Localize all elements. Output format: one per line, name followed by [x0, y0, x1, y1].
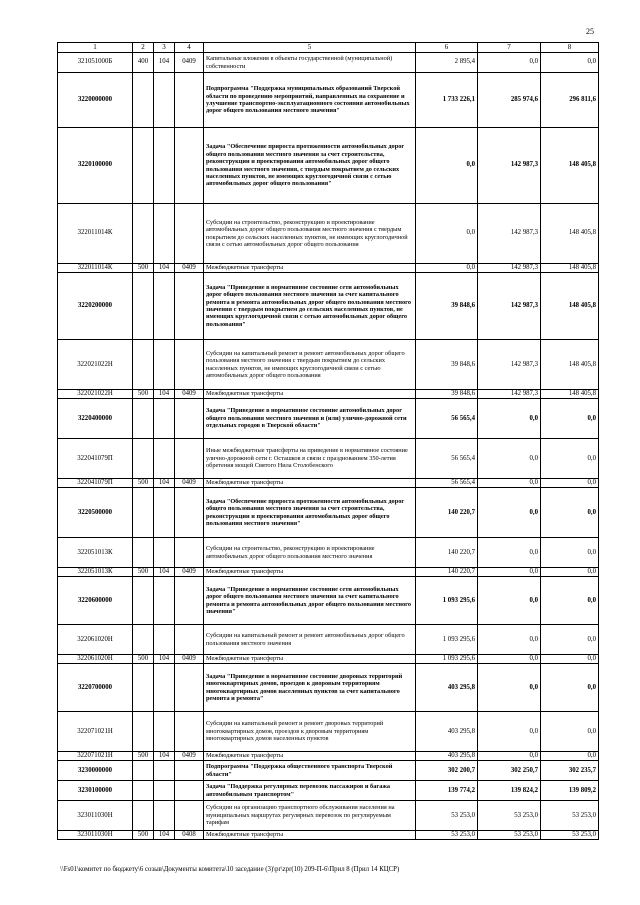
- row-value-2021-cell: 0,0: [541, 439, 599, 479]
- table-row: [58, 625, 599, 655]
- row-value-2020-cell: 142 987,3: [478, 204, 541, 264]
- row-code-cell: 322021022Н: [58, 390, 133, 399]
- column-header: 7: [478, 43, 541, 53]
- table-row: [58, 761, 599, 781]
- row-value-2021-cell: 0,0: [541, 664, 599, 712]
- row-ved-cell: 104: [154, 568, 175, 577]
- row-code-cell: 3220700000: [58, 664, 133, 712]
- row-value-2019-cell: 1 093 295,6: [416, 577, 478, 625]
- table-row: [58, 831, 599, 840]
- row-ved-cell: 104: [154, 752, 175, 761]
- row-value-2020-cell: 0,0: [478, 568, 541, 577]
- footer-file-path: \\Fs01\комитет по бюджету\6 созыв\Документы комитета\10 заседание (3)\pr\zpr(10) 209-П-6\Прил 8 (Прил 14 КЦСР): [60, 866, 400, 873]
- row-ved-cell: [154, 781, 175, 801]
- table-row: [58, 752, 599, 761]
- row-value-2019-cell: 0,0: [416, 128, 478, 204]
- row-code-cell: 323011030Н: [58, 801, 133, 831]
- row-ved-cell: 104: [154, 264, 175, 273]
- table-row: [58, 479, 599, 488]
- row-ved-cell: [154, 625, 175, 655]
- row-code-cell: 322011014К: [58, 264, 133, 273]
- row-name-cell: Субсидии на строительство, реконструкцию и проектирование автомобильных дорог общего пользования местного значения с твердым покрытием до сельских населенных пунктов, не имеющих круглогодичной связи с сетью автомобильных дорог общего пользования: [204, 204, 416, 264]
- row-value-2021-cell: 148 405,8: [541, 264, 599, 273]
- row-rzpr-cell: 0409: [175, 752, 204, 761]
- table-row: [58, 204, 599, 264]
- row-value-2020-cell: 142 987,3: [478, 264, 541, 273]
- row-kvr-cell: 500: [133, 831, 154, 840]
- row-name-cell: Капитальные вложения в объекты государственной (муниципальной) собственности: [204, 53, 416, 73]
- row-kvr-cell: 500: [133, 264, 154, 273]
- table-row: [58, 655, 599, 664]
- row-rzpr-cell: [175, 73, 204, 128]
- row-value-2019-cell: 140 220,7: [416, 538, 478, 568]
- row-ved-cell: [154, 488, 175, 538]
- row-name-cell: Подпрограмма "Поддержка общественного транспорта Тверской области": [204, 761, 416, 781]
- row-kvr-cell: 500: [133, 655, 154, 664]
- row-value-2021-cell: 0,0: [541, 752, 599, 761]
- row-ved-cell: 104: [154, 655, 175, 664]
- row-rzpr-cell: [175, 488, 204, 538]
- row-kvr-cell: [133, 488, 154, 538]
- budget-table: [57, 42, 599, 840]
- row-value-2021-cell: 148 405,8: [541, 273, 599, 340]
- row-kvr-cell: [133, 538, 154, 568]
- table-row: [58, 488, 599, 538]
- row-value-2020-cell: 0,0: [478, 577, 541, 625]
- row-rzpr-cell: [175, 577, 204, 625]
- row-rzpr-cell: [175, 439, 204, 479]
- row-kvr-cell: 500: [133, 390, 154, 399]
- row-value-2020-cell: 0,0: [478, 712, 541, 752]
- row-value-2019-cell: 1 093 295,6: [416, 625, 478, 655]
- row-ved-cell: [154, 73, 175, 128]
- row-name-cell: Межбюджетные трансферты: [204, 390, 416, 399]
- row-code-cell: 322041079П: [58, 439, 133, 479]
- row-value-2019-cell: 53 253,0: [416, 831, 478, 840]
- row-code-cell: 3230100000: [58, 781, 133, 801]
- column-header: 2: [133, 43, 154, 53]
- row-name-cell: Задача "Приведение в нормативное состояние автомобильных дорог общего пользования местного значения и (или) улично-дорожной сети отдельных городов в Тверской области": [204, 399, 416, 439]
- row-ved-cell: [154, 577, 175, 625]
- row-value-2019-cell: 0,0: [416, 264, 478, 273]
- row-code-cell: 3220100000: [58, 128, 133, 204]
- row-ved-cell: [154, 664, 175, 712]
- row-value-2021-cell: 302 235,7: [541, 761, 599, 781]
- row-value-2021-cell: 0,0: [541, 538, 599, 568]
- table-row: [58, 664, 599, 712]
- row-ved-cell: 104: [154, 831, 175, 840]
- row-kvr-cell: [133, 73, 154, 128]
- row-rzpr-cell: [175, 712, 204, 752]
- row-value-2021-cell: 0,0: [541, 655, 599, 664]
- row-kvr-cell: [133, 439, 154, 479]
- row-code-cell: 3230000000: [58, 761, 133, 781]
- row-rzpr-cell: [175, 128, 204, 204]
- row-code-cell: 322071021Н: [58, 752, 133, 761]
- row-ved-cell: 104: [154, 479, 175, 488]
- row-code-cell: 323011030Н: [58, 831, 133, 840]
- row-value-2019-cell: 403 295,8: [416, 664, 478, 712]
- row-rzpr-cell: [175, 761, 204, 781]
- row-value-2021-cell: 148 405,8: [541, 390, 599, 399]
- row-rzpr-cell: [175, 538, 204, 568]
- row-code-cell: 322021022Н: [58, 340, 133, 390]
- row-value-2021-cell: 0,0: [541, 712, 599, 752]
- row-value-2019-cell: 53 253,0: [416, 801, 478, 831]
- row-name-cell: Межбюджетные трансферты: [204, 752, 416, 761]
- row-value-2021-cell: 148 405,8: [541, 204, 599, 264]
- row-name-cell: Задача "Поддержка регулярных перевозок пассажиров и багажа автомобильным транспортом": [204, 781, 416, 801]
- row-value-2021-cell: 53 253,0: [541, 801, 599, 831]
- table-row: [58, 340, 599, 390]
- row-code-cell: 322051013К: [58, 568, 133, 577]
- row-value-2021-cell: 53 253,0: [541, 831, 599, 840]
- row-value-2019-cell: 39 848,6: [416, 390, 478, 399]
- row-kvr-cell: 400: [133, 53, 154, 73]
- row-value-2019-cell: 56 565,4: [416, 439, 478, 479]
- row-value-2020-cell: 0,0: [478, 655, 541, 664]
- row-rzpr-cell: 0409: [175, 479, 204, 488]
- row-code-cell: 321051000Б: [58, 53, 133, 73]
- table-row: [58, 439, 599, 479]
- row-value-2019-cell: 39 848,6: [416, 340, 478, 390]
- row-value-2020-cell: 0,0: [478, 538, 541, 568]
- row-kvr-cell: [133, 340, 154, 390]
- row-rzpr-cell: 0409: [175, 264, 204, 273]
- row-rzpr-cell: [175, 273, 204, 340]
- row-name-cell: Межбюджетные трансферты: [204, 568, 416, 577]
- page-number: 25: [586, 27, 594, 36]
- row-value-2019-cell: 56 565,4: [416, 399, 478, 439]
- table-row: [58, 399, 599, 439]
- row-value-2021-cell: 148 405,8: [541, 128, 599, 204]
- row-ved-cell: [154, 712, 175, 752]
- row-rzpr-cell: 0408: [175, 831, 204, 840]
- row-kvr-cell: [133, 664, 154, 712]
- row-rzpr-cell: [175, 340, 204, 390]
- row-code-cell: 322041079П: [58, 479, 133, 488]
- row-ved-cell: [154, 439, 175, 479]
- row-code-cell: 3220600000: [58, 577, 133, 625]
- row-name-cell: Межбюджетные трансферты: [204, 831, 416, 840]
- row-value-2020-cell: 0,0: [478, 439, 541, 479]
- row-value-2020-cell: 142 987,3: [478, 128, 541, 204]
- row-rzpr-cell: [175, 625, 204, 655]
- table-row: [58, 781, 599, 801]
- row-name-cell: Субсидии на капитальный ремонт и ремонт автомобильных дорог общего пользования местного значения: [204, 625, 416, 655]
- row-kvr-cell: 500: [133, 568, 154, 577]
- row-value-2021-cell: 0,0: [541, 479, 599, 488]
- row-value-2019-cell: 1 093 295,6: [416, 655, 478, 664]
- column-header: 5: [204, 43, 416, 53]
- row-value-2020-cell: 0,0: [478, 479, 541, 488]
- column-header: 6: [416, 43, 478, 53]
- row-code-cell: 3220200000: [58, 273, 133, 340]
- row-name-cell: Задача "Приведение в нормативное состояние сети автомобильных дорог общего пользования местного значения за счет капитального ремонта и ремонта автомобильных дорог общего пользования местного значения с твердым покрытием до сельских населенных пунктов, не имеющих круглогодичной связи с сетью автомобильных дорог общего пользования": [204, 273, 416, 340]
- row-kvr-cell: [133, 128, 154, 204]
- table-row: [58, 73, 599, 128]
- row-value-2021-cell: 0,0: [541, 399, 599, 439]
- row-name-cell: Задача "Приведение в нормативное состояние сети автомобильных дорог общего пользования местного значения за счет капитального ремонта и ремонта автомобильных дорог общего пользования местного значения": [204, 577, 416, 625]
- row-code-cell: 322071021Н: [58, 712, 133, 752]
- row-value-2020-cell: 0,0: [478, 664, 541, 712]
- row-value-2020-cell: 0,0: [478, 625, 541, 655]
- row-kvr-cell: [133, 399, 154, 439]
- row-value-2019-cell: 140 220,7: [416, 568, 478, 577]
- row-name-cell: Задача "Обеспечение прироста протяженности автомобильных дорог общего пользования местного значения за счет строительства, реконструкции и проектирования автомобильных дорог общего пользования местного значения, с твердым покрытием до сельских населенных пунктов, не имеющих круглогодичной связи с сетью автомобильных дорог общего пользования": [204, 128, 416, 204]
- row-name-cell: Субсидии на капитальный ремонт и ремонт автомобильных дорог общего пользования местного значения с твердым покрытием до сельских населенных пунктов, не имеющих круглогодичной связи с сетью автомобильных дорог общего пользования: [204, 340, 416, 390]
- table-row: [58, 568, 599, 577]
- row-rzpr-cell: 0409: [175, 390, 204, 399]
- row-value-2020-cell: 0,0: [478, 488, 541, 538]
- row-name-cell: Межбюджетные трансферты: [204, 655, 416, 664]
- table-row: [58, 577, 599, 625]
- row-kvr-cell: [133, 577, 154, 625]
- row-value-2020-cell: 0,0: [478, 399, 541, 439]
- row-value-2021-cell: 0,0: [541, 568, 599, 577]
- row-value-2020-cell: 53 253,0: [478, 831, 541, 840]
- row-value-2020-cell: 142 987,3: [478, 390, 541, 399]
- row-ved-cell: [154, 204, 175, 264]
- row-value-2020-cell: 139 824,2: [478, 781, 541, 801]
- row-name-cell: Межбюджетные трансферты: [204, 264, 416, 273]
- row-ved-cell: [154, 128, 175, 204]
- row-rzpr-cell: [175, 781, 204, 801]
- row-name-cell: Задача "Приведение в нормативное состояние дворовых территорий многоквартирных домов, проездов к дворовым территориям многоквартирных домов населенных пунктов за счет капитального ремонта и ремонта": [204, 664, 416, 712]
- row-value-2020-cell: 0,0: [478, 752, 541, 761]
- table-row: [58, 53, 599, 73]
- row-value-2020-cell: 53 253,0: [478, 801, 541, 831]
- row-kvr-cell: 500: [133, 752, 154, 761]
- table-row: [58, 390, 599, 399]
- row-value-2020-cell: 142 987,3: [478, 340, 541, 390]
- row-ved-cell: [154, 340, 175, 390]
- row-code-cell: 3220400000: [58, 399, 133, 439]
- row-name-cell: Подпрограмма "Поддержка муниципальных образований Тверской области по проведению мероприятий, направленных на сохранение и улучшение транспортно-эксплуатационного состояния автомобильных дорог общего пользования местного значения": [204, 73, 416, 128]
- column-header: 8: [541, 43, 599, 53]
- row-code-cell: 322011014К: [58, 204, 133, 264]
- row-value-2019-cell: 56 565,4: [416, 479, 478, 488]
- row-rzpr-cell: 0409: [175, 53, 204, 73]
- row-name-cell: Иные межбюджетные трансферты на приведение в нормативное состояние улично-дорожной сети г. Осташков в связи с празднованием 350-летия обретения мощей Святого Нила Столобенского: [204, 439, 416, 479]
- column-header: 4: [175, 43, 204, 53]
- row-value-2021-cell: 296 811,6: [541, 73, 599, 128]
- row-name-cell: Субсидии на организацию транспортного обслуживания населения на муниципальных маршрутах регулярных перевозок по регулируемым тарифам: [204, 801, 416, 831]
- table-header-row: [58, 43, 599, 53]
- row-rzpr-cell: [175, 204, 204, 264]
- row-value-2021-cell: 0,0: [541, 577, 599, 625]
- row-kvr-cell: [133, 781, 154, 801]
- row-name-cell: Межбюджетные трансферты: [204, 479, 416, 488]
- row-value-2019-cell: 2 895,4: [416, 53, 478, 73]
- row-rzpr-cell: [175, 801, 204, 831]
- table-row: [58, 273, 599, 340]
- row-code-cell: 3220000000: [58, 73, 133, 128]
- row-ved-cell: [154, 801, 175, 831]
- row-kvr-cell: [133, 761, 154, 781]
- row-kvr-cell: [133, 273, 154, 340]
- row-code-cell: 322061020Н: [58, 655, 133, 664]
- row-value-2019-cell: 0,0: [416, 204, 478, 264]
- row-kvr-cell: [133, 204, 154, 264]
- table-row: [58, 264, 599, 273]
- row-code-cell: 322061020Н: [58, 625, 133, 655]
- row-name-cell: Субсидии на капитальный ремонт и ремонт дворовых территорий многоквартирных домов, проездов к дворовым территориям многоквартирных домов населенных пунктов: [204, 712, 416, 752]
- table-row: [58, 801, 599, 831]
- row-value-2019-cell: 139 774,2: [416, 781, 478, 801]
- table-row: [58, 128, 599, 204]
- column-header: 1: [58, 43, 133, 53]
- row-ved-cell: [154, 399, 175, 439]
- row-rzpr-cell: 0409: [175, 568, 204, 577]
- table-body: [58, 53, 599, 840]
- row-value-2019-cell: 403 295,8: [416, 752, 478, 761]
- row-value-2021-cell: 139 809,2: [541, 781, 599, 801]
- row-value-2020-cell: 302 250,7: [478, 761, 541, 781]
- row-value-2020-cell: 285 974,6: [478, 73, 541, 128]
- row-value-2019-cell: 302 200,7: [416, 761, 478, 781]
- row-value-2021-cell: 0,0: [541, 53, 599, 73]
- row-value-2019-cell: 140 220,7: [416, 488, 478, 538]
- table-row: [58, 712, 599, 752]
- row-code-cell: 3220500000: [58, 488, 133, 538]
- row-name-cell: Субсидии на строительство, реконструкцию и проектирование автомобильных дорог общего пользования местного значения: [204, 538, 416, 568]
- row-value-2021-cell: 0,0: [541, 625, 599, 655]
- row-rzpr-cell: [175, 399, 204, 439]
- row-value-2019-cell: 39 848,6: [416, 273, 478, 340]
- row-kvr-cell: 500: [133, 479, 154, 488]
- row-value-2019-cell: 403 295,8: [416, 712, 478, 752]
- row-kvr-cell: [133, 625, 154, 655]
- row-name-cell: Задача "Обеспечение прироста протяженности автомобильных дорог общего пользования местного значения за счет строительства, реконструкции и проектирования автомобильных дорог общего пользования местного значения": [204, 488, 416, 538]
- row-ved-cell: [154, 538, 175, 568]
- table-row: [58, 538, 599, 568]
- row-value-2020-cell: 0,0: [478, 53, 541, 73]
- row-rzpr-cell: 0409: [175, 655, 204, 664]
- row-value-2019-cell: 1 733 226,1: [416, 73, 478, 128]
- row-kvr-cell: [133, 712, 154, 752]
- row-ved-cell: [154, 761, 175, 781]
- row-rzpr-cell: [175, 664, 204, 712]
- row-ved-cell: 104: [154, 53, 175, 73]
- row-kvr-cell: [133, 801, 154, 831]
- row-code-cell: 322051013К: [58, 538, 133, 568]
- row-value-2021-cell: 148 405,8: [541, 340, 599, 390]
- row-ved-cell: 104: [154, 390, 175, 399]
- row-value-2020-cell: 142 987,3: [478, 273, 541, 340]
- row-value-2021-cell: 0,0: [541, 488, 599, 538]
- row-ved-cell: [154, 273, 175, 340]
- column-header: 3: [154, 43, 175, 53]
